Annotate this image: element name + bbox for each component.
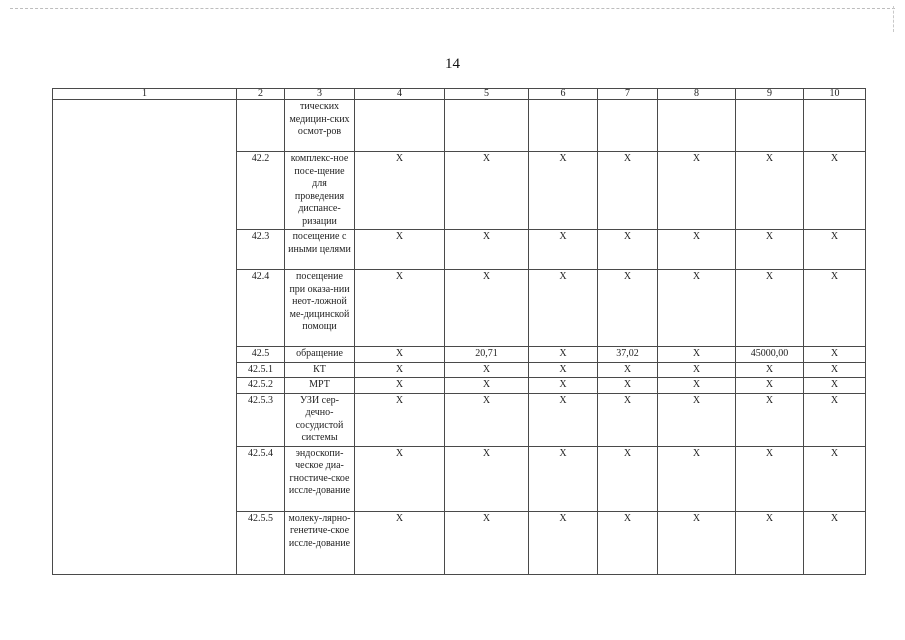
code-cell: 42.5.2 [237, 378, 285, 394]
code-cell: 42.3 [237, 230, 285, 270]
value-cell: X [529, 230, 598, 270]
name-cell: УЗИ сер-дечно-сосудистой системы [285, 393, 355, 446]
value-cell: X [804, 511, 866, 574]
scan-edge-right [893, 6, 894, 32]
merged-column-1-cell [53, 100, 237, 575]
value-cell: X [736, 362, 804, 378]
value-cell: X [736, 270, 804, 347]
name-cell: посещение при оказа-нии неот-ложной ме-дицинской помощи [285, 270, 355, 347]
code-cell: 42.5.4 [237, 446, 285, 511]
value-cell [804, 100, 866, 152]
value-cell: X [598, 446, 658, 511]
value-cell: X [445, 362, 529, 378]
value-cell: X [355, 446, 445, 511]
value-cell: X [445, 378, 529, 394]
value-cell: X [445, 152, 529, 230]
header-cell: 9 [736, 89, 804, 100]
name-cell: эндоскопи-ческое диа-гностиче-ское иссле-дование [285, 446, 355, 511]
page-number: 14 [445, 56, 460, 72]
value-cell: X [529, 362, 598, 378]
value-cell [658, 100, 736, 152]
value-cell: X [445, 511, 529, 574]
value-cell: X [804, 270, 866, 347]
value-cell: X [598, 362, 658, 378]
value-cell: X [736, 511, 804, 574]
value-cell [736, 100, 804, 152]
name-cell: МРТ [285, 378, 355, 394]
value-cell: X [736, 152, 804, 230]
header-cell: 7 [598, 89, 658, 100]
name-cell: тических медицин-ских осмот-ров [285, 100, 355, 152]
code-cell [237, 100, 285, 152]
value-cell: X [355, 393, 445, 446]
value-cell: X [658, 446, 736, 511]
code-cell: 42.4 [237, 270, 285, 347]
value-cell: X [658, 230, 736, 270]
value-cell: X [355, 270, 445, 347]
code-cell: 42.5.1 [237, 362, 285, 378]
name-cell: посещение с иными целями [285, 230, 355, 270]
header-cell: 8 [658, 89, 736, 100]
value-cell: X [804, 362, 866, 378]
value-cell: X [804, 152, 866, 230]
value-cell: X [355, 152, 445, 230]
code-cell: 42.5.5 [237, 511, 285, 574]
name-cell: КТ [285, 362, 355, 378]
value-cell: X [736, 446, 804, 511]
value-cell: X [658, 378, 736, 394]
value-cell: X [736, 393, 804, 446]
name-cell: комплекс-ное посе-щение для проведения диспансе-ризации [285, 152, 355, 230]
value-cell: X [736, 230, 804, 270]
value-cell: X [804, 347, 866, 363]
value-cell: X [658, 347, 736, 363]
header-cell: 2 [237, 89, 285, 100]
value-cell: X [658, 152, 736, 230]
scan-edge-top [10, 8, 895, 9]
header-cell: 3 [285, 89, 355, 100]
value-cell: X [529, 152, 598, 230]
value-cell: X [658, 362, 736, 378]
header-cell: 4 [355, 89, 445, 100]
code-cell: 42.2 [237, 152, 285, 230]
value-cell [598, 100, 658, 152]
value-cell: X [529, 511, 598, 574]
value-cell: X [658, 511, 736, 574]
value-cell: X [598, 270, 658, 347]
value-cell: X [804, 446, 866, 511]
header-row [53, 89, 866, 100]
value-cell: X [445, 446, 529, 511]
value-cell: X [804, 378, 866, 394]
code-cell: 42.5.3 [237, 393, 285, 446]
value-cell: X [355, 347, 445, 363]
header-cell: 6 [529, 89, 598, 100]
value-cell: X [445, 393, 529, 446]
value-cell: X [355, 362, 445, 378]
value-cell: X [658, 393, 736, 446]
value-cell [355, 100, 445, 152]
value-cell: X [529, 270, 598, 347]
value-cell [529, 100, 598, 152]
value-cell: X [529, 347, 598, 363]
value-cell: X [804, 393, 866, 446]
value-cell: X [445, 230, 529, 270]
table-row [53, 100, 866, 152]
value-cell: X [355, 230, 445, 270]
value-cell: X [529, 446, 598, 511]
value-cell: 45000,00 [736, 347, 804, 363]
header-cell: 5 [445, 89, 529, 100]
value-cell: X [529, 393, 598, 446]
value-cell [445, 100, 529, 152]
value-cell: 20,71 [445, 347, 529, 363]
name-cell: обращение [285, 347, 355, 363]
value-cell: X [529, 378, 598, 394]
code-cell: 42.5 [237, 347, 285, 363]
data-table [52, 88, 866, 575]
value-cell: X [598, 152, 658, 230]
value-cell: X [658, 270, 736, 347]
value-cell: X [736, 378, 804, 394]
value-cell: X [598, 230, 658, 270]
value-cell: X [598, 393, 658, 446]
value-cell: X [598, 511, 658, 574]
header-cell: 10 [804, 89, 866, 100]
value-cell: X [445, 270, 529, 347]
value-cell: X [355, 511, 445, 574]
name-cell: молеку-лярно-генетиче-ское иссле-дование [285, 511, 355, 574]
value-cell: X [804, 230, 866, 270]
value-cell: X [355, 378, 445, 394]
value-cell: X [598, 378, 658, 394]
value-cell: 37,02 [598, 347, 658, 363]
header-cell: 1 [53, 89, 237, 100]
